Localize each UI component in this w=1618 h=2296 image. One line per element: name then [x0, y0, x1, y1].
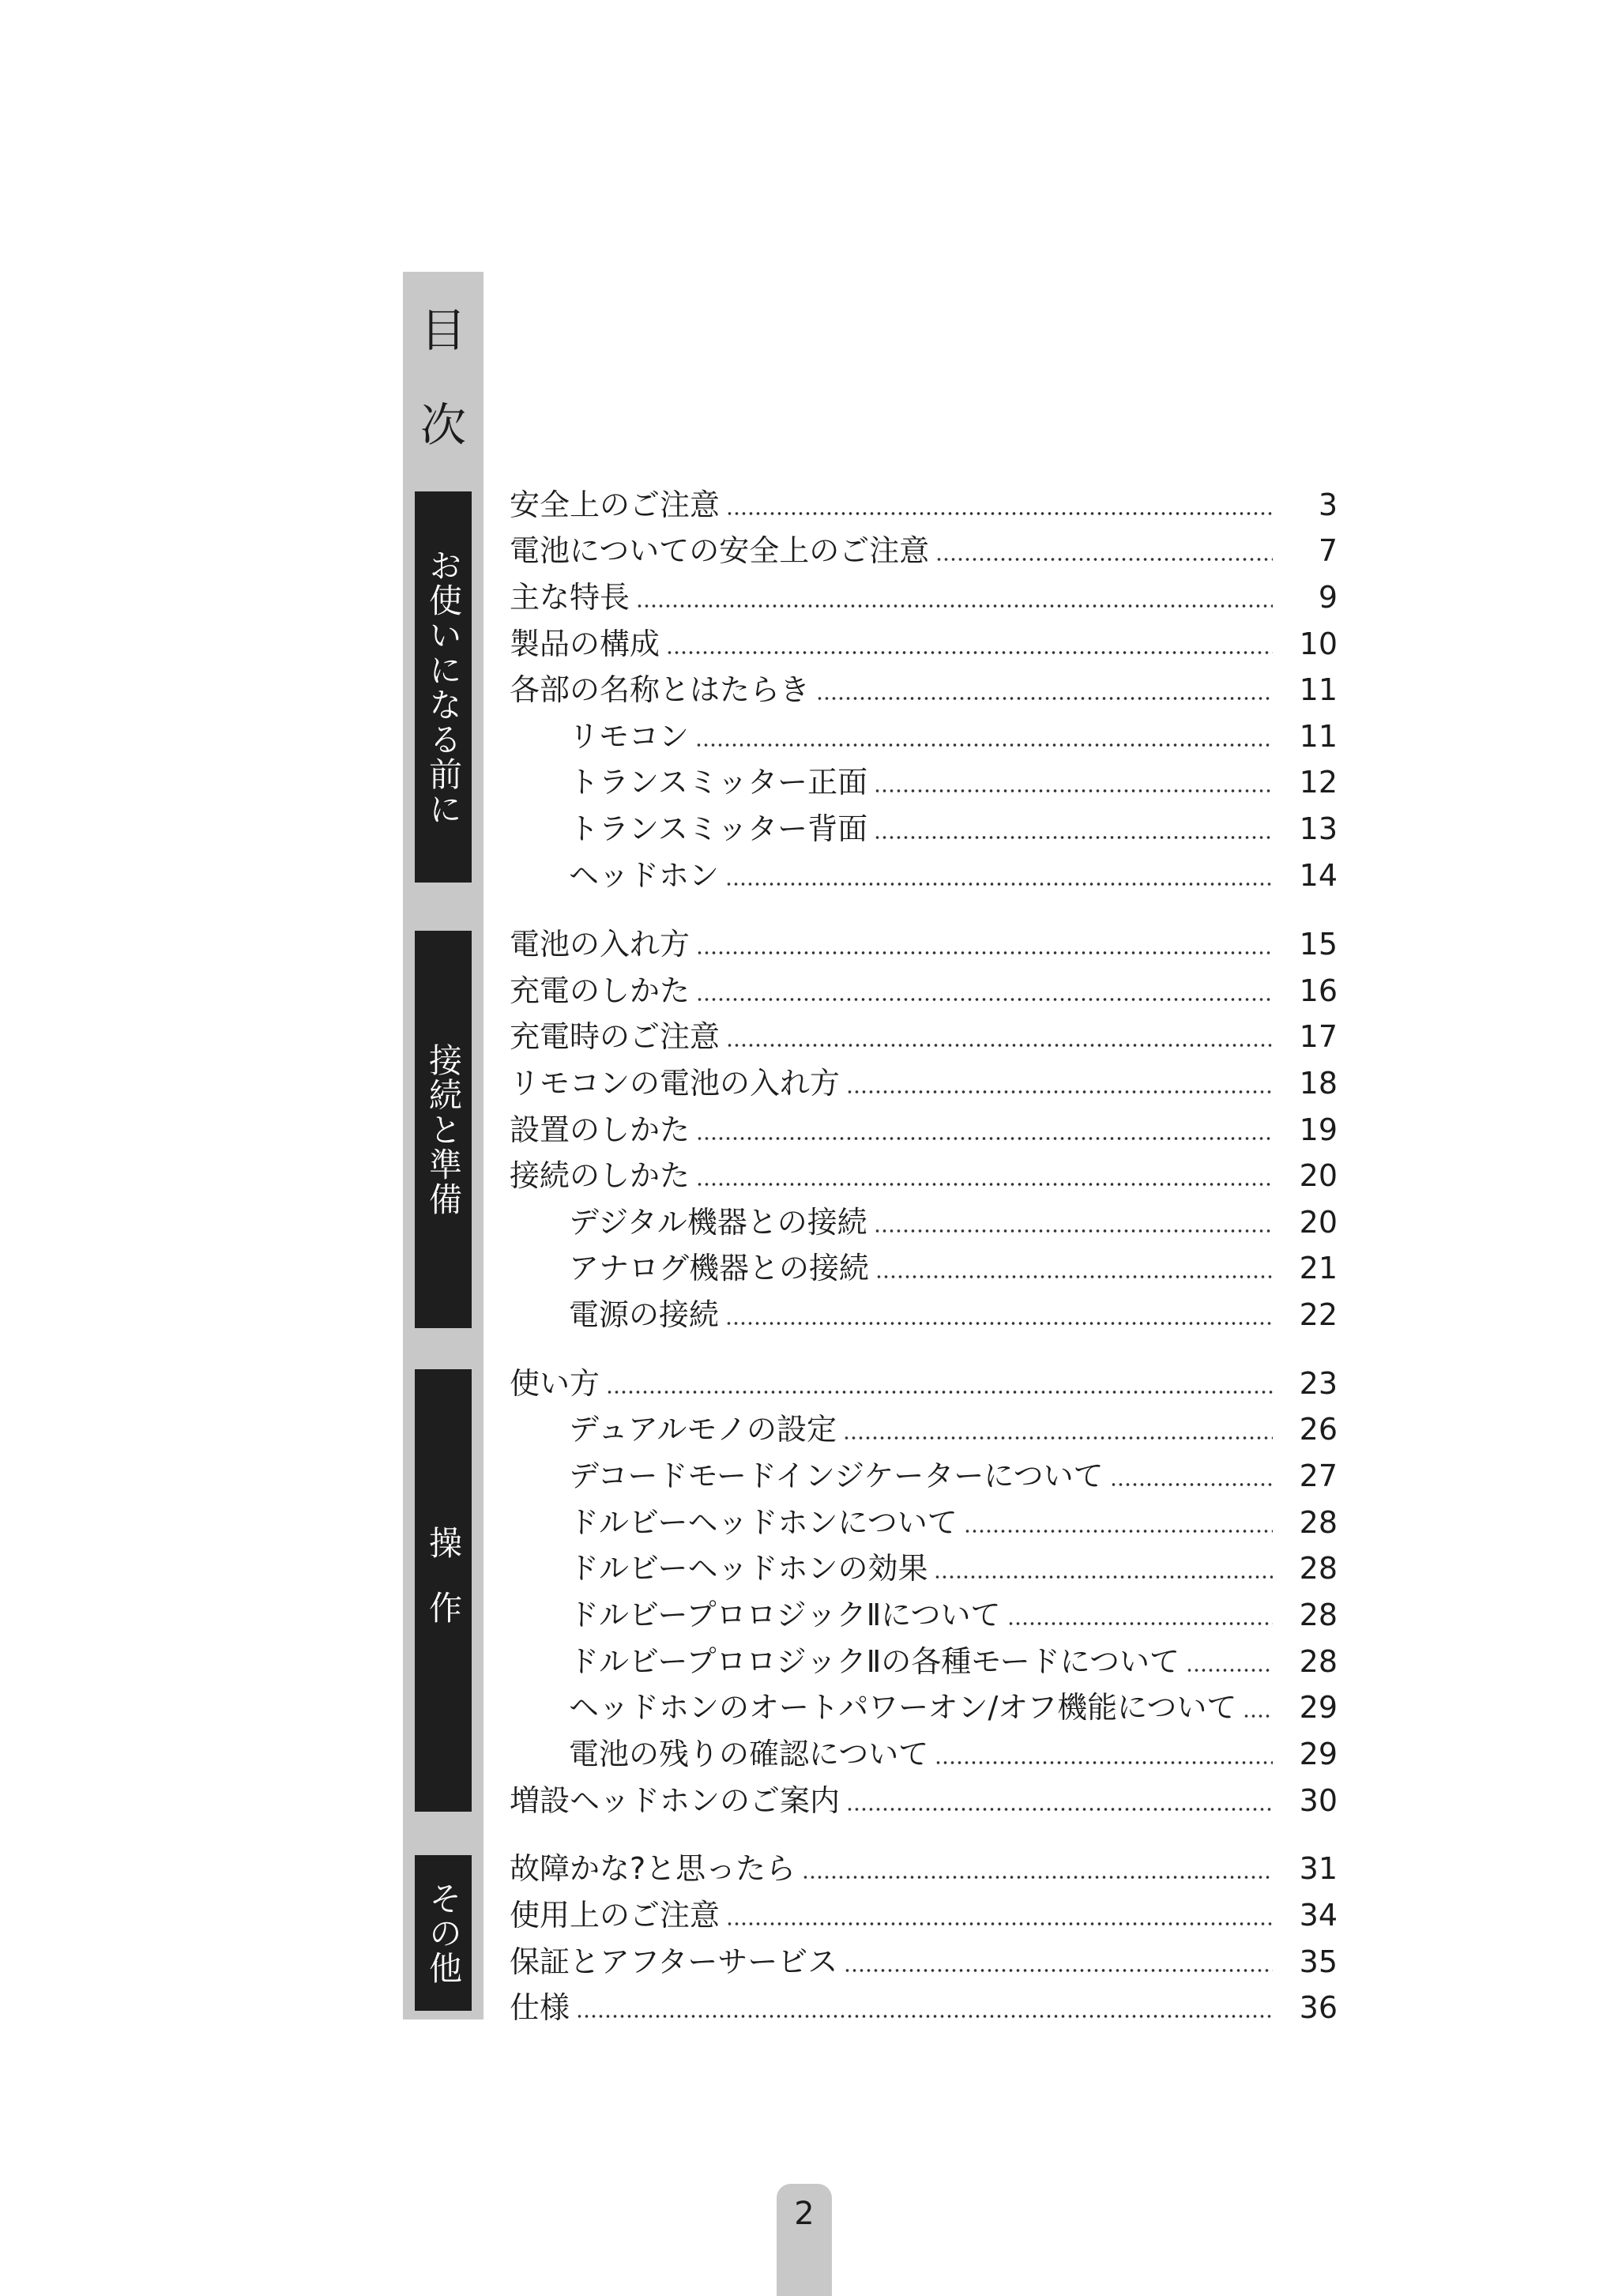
toc-entry-page: 20 — [1299, 1205, 1338, 1240]
toc-dot-leader — [696, 951, 1273, 954]
toc-entry-title: 仕様 — [510, 1990, 570, 2025]
toc-subentry[interactable] — [569, 853, 1338, 898]
toc-dot-leader — [1007, 1622, 1273, 1625]
toc-dot-leader — [875, 1275, 1273, 1278]
toc-dot-leader — [874, 789, 1273, 792]
toc-entry-page: 21 — [1299, 1251, 1338, 1285]
toc-entry-page: 29 — [1299, 1737, 1338, 1771]
toc-dot-leader — [696, 998, 1273, 1001]
toc-entry-title: 電池についての安全上のご注意 — [510, 533, 930, 568]
toc-dot-leader — [846, 1090, 1273, 1093]
toc-subentry[interactable] — [569, 1454, 1338, 1498]
toc-subentry[interactable] — [569, 1293, 1338, 1337]
toc-entry-page: 17 — [1299, 1019, 1338, 1054]
toc-entry[interactable] — [510, 1846, 1338, 1891]
toc-dot-leader — [636, 604, 1273, 608]
toc-entry-page: 9 — [1318, 580, 1338, 615]
section-tab-operation — [415, 1369, 472, 1812]
toc-subentry[interactable] — [569, 1500, 1338, 1545]
toc-subentry[interactable] — [569, 760, 1338, 804]
toc-entry-title: ドルビープロロジックⅡについて — [569, 1598, 1001, 1632]
toc-entry-page: 14 — [1299, 858, 1338, 893]
toc-subentry[interactable] — [569, 1732, 1338, 1776]
toc-dot-leader — [726, 1044, 1273, 1047]
toc-entry-title: 故障かな?と思ったら — [510, 1851, 796, 1886]
section-tab-label: 接続と準備 — [424, 1042, 463, 1217]
toc-dot-leader — [816, 697, 1273, 700]
section-tab-label: お使いになる前に — [424, 548, 463, 826]
section-tab-other — [415, 1855, 472, 2011]
toc-subentry[interactable] — [569, 1593, 1338, 1637]
toc-entry-title: リモコン — [569, 719, 690, 754]
toc-entry-title: ドルビーヘッドホンについて — [569, 1505, 958, 1540]
toc-entry-page: 12 — [1299, 765, 1338, 800]
toc-subentry[interactable] — [569, 1685, 1338, 1730]
toc-dot-leader — [606, 1391, 1273, 1394]
toc-dot-leader — [725, 883, 1273, 886]
toc-entry-page: 16 — [1299, 973, 1338, 1008]
toc-dot-leader — [726, 1922, 1273, 1925]
toc-subentry[interactable] — [569, 1246, 1338, 1290]
toc-entry[interactable] — [510, 969, 1338, 1013]
toc-dot-leader — [726, 512, 1273, 515]
toc-entry[interactable] — [510, 1940, 1338, 1984]
toc-dot-leader — [935, 1761, 1273, 1764]
toc-entry[interactable] — [510, 1014, 1338, 1059]
toc-entry[interactable] — [510, 1893, 1338, 1937]
toc-entry-page: 28 — [1299, 1505, 1338, 1540]
toc-dot-leader — [725, 1322, 1273, 1325]
toc-heading-char-2: 次 — [420, 398, 466, 452]
toc-dot-leader — [696, 1183, 1273, 1186]
toc-heading-char-1: 目 — [420, 303, 466, 357]
toc-dot-leader — [1186, 1669, 1273, 1672]
toc-dot-leader — [844, 1969, 1273, 1972]
page-number: 2 — [794, 2196, 815, 2232]
toc-subentry[interactable] — [569, 807, 1338, 851]
toc-entry-title: ドルビーヘッドホンの効果 — [569, 1551, 928, 1586]
toc-entry-title: 電池の残りの確認について — [569, 1737, 929, 1771]
toc-dot-leader — [1110, 1483, 1273, 1486]
toc-entry-page: 29 — [1299, 1690, 1338, 1725]
toc-entry-title: 主な特長 — [510, 580, 630, 615]
toc-entry-page: 7 — [1318, 533, 1338, 568]
toc-entry-title: 電源の接続 — [569, 1297, 720, 1332]
toc-entry-title: ヘッドホン — [569, 858, 720, 893]
toc-entry-title: デジタル機器との接続 — [569, 1205, 867, 1240]
toc-dot-leader — [874, 1229, 1273, 1233]
toc-entry-title: リモコンの電池の入れ方 — [510, 1066, 841, 1101]
toc-entry-page: 15 — [1299, 927, 1338, 962]
toc-entry-page: 28 — [1299, 1598, 1338, 1632]
toc-entry-title: 製品の構成 — [510, 627, 660, 661]
toc-entry-title: 接続のしかた — [510, 1158, 690, 1193]
toc-entry-page: 19 — [1299, 1112, 1338, 1147]
toc-entry-page: 36 — [1299, 1990, 1338, 2025]
toc-entry-page: 28 — [1299, 1551, 1338, 1586]
toc-entry-page: 10 — [1299, 627, 1338, 661]
toc-entry-title: トランスミッター正面 — [569, 765, 868, 800]
toc-dot-leader — [843, 1436, 1273, 1440]
toc-entry-title: 保証とアフターサービス — [510, 1944, 838, 1979]
toc-entry-title: トランスミッター背面 — [569, 811, 868, 846]
toc-entry[interactable] — [510, 922, 1338, 966]
toc-entry-page: 31 — [1299, 1851, 1338, 1886]
toc-entry-page: 27 — [1299, 1459, 1338, 1493]
toc-entry-title: 各部の名称とはたらき — [510, 672, 811, 707]
toc-entry-page: 30 — [1299, 1783, 1338, 1818]
toc-entry-title: ヘッドホンのオートパワーオン/オフ機能について — [569, 1690, 1237, 1725]
toc-entry-title: デュアルモノの設定 — [569, 1412, 837, 1447]
toc-entry-page: 11 — [1299, 672, 1338, 707]
toc-entry-title: 充電のしかた — [510, 973, 690, 1008]
toc-entry-title: ドルビープロロジックⅡの各種モードについて — [569, 1644, 1180, 1679]
toc-dot-leader — [695, 743, 1273, 747]
toc-dot-leader — [874, 836, 1273, 839]
toc-entry-title: アナログ機器との接続 — [569, 1251, 870, 1285]
toc-dot-leader — [964, 1530, 1273, 1533]
toc-entry-title: 設置のしかた — [510, 1112, 690, 1147]
toc-entry[interactable] — [510, 1154, 1338, 1198]
toc-entry-page: 20 — [1299, 1158, 1338, 1193]
section-tab-label: その他 — [424, 1880, 463, 1985]
toc-subentry[interactable] — [569, 1546, 1338, 1590]
toc-entry[interactable] — [510, 668, 1338, 712]
toc-entry-title: 充電時のご注意 — [510, 1019, 721, 1054]
toc-dot-leader — [576, 2015, 1273, 2018]
toc-entry-page: 23 — [1299, 1366, 1338, 1401]
toc-entry-page: 34 — [1299, 1898, 1338, 1933]
toc-entry-title: 電池の入れ方 — [510, 927, 690, 962]
toc-entry[interactable] — [510, 483, 1338, 527]
toc-entry[interactable] — [510, 622, 1338, 666]
toc-dot-leader — [1243, 1714, 1273, 1718]
page-number-tab — [777, 2184, 832, 2296]
toc-entry-page: 22 — [1299, 1297, 1338, 1332]
toc-entry-page: 35 — [1299, 1944, 1338, 1979]
toc-subentry[interactable] — [569, 714, 1338, 758]
toc-subentry[interactable] — [569, 1200, 1338, 1244]
toc-dot-leader — [696, 1137, 1273, 1140]
toc-dot-leader — [934, 1575, 1273, 1579]
toc-dot-leader — [846, 1808, 1273, 1811]
toc-dot-leader — [802, 1876, 1273, 1879]
toc-entry-page: 26 — [1299, 1412, 1338, 1447]
section-tab-label: 操作 — [424, 1526, 463, 1655]
toc-dot-leader — [935, 558, 1273, 561]
toc-entry[interactable] — [510, 1985, 1338, 2030]
toc-entry-title: 使い方 — [510, 1366, 600, 1401]
toc-entry-title: 増設ヘッドホンのご案内 — [510, 1783, 841, 1818]
toc-entry[interactable] — [510, 1778, 1338, 1823]
section-tab-connection — [415, 931, 472, 1328]
toc-entry-page: 3 — [1318, 487, 1338, 522]
toc-entry-page: 28 — [1299, 1644, 1338, 1679]
toc-entry-title: 安全上のご注意 — [510, 487, 721, 522]
toc-entry-title: 使用上のご注意 — [510, 1898, 721, 1933]
toc-subentry[interactable] — [569, 1407, 1338, 1451]
toc-entry[interactable] — [510, 529, 1338, 573]
toc-entry[interactable] — [510, 1108, 1338, 1152]
toc-entry-page: 11 — [1299, 719, 1338, 754]
toc-entry-title: デコードモードインジケーターについて — [569, 1459, 1104, 1493]
toc-dot-leader — [666, 651, 1273, 654]
section-tab-before-use — [415, 491, 472, 883]
toc-entry[interactable] — [510, 1361, 1338, 1406]
toc-entry-page: 18 — [1299, 1066, 1338, 1101]
toc-entry[interactable] — [510, 575, 1338, 619]
toc-subentry[interactable] — [569, 1639, 1338, 1684]
toc-entry[interactable] — [510, 1061, 1338, 1105]
toc-entry-page: 13 — [1299, 811, 1338, 846]
